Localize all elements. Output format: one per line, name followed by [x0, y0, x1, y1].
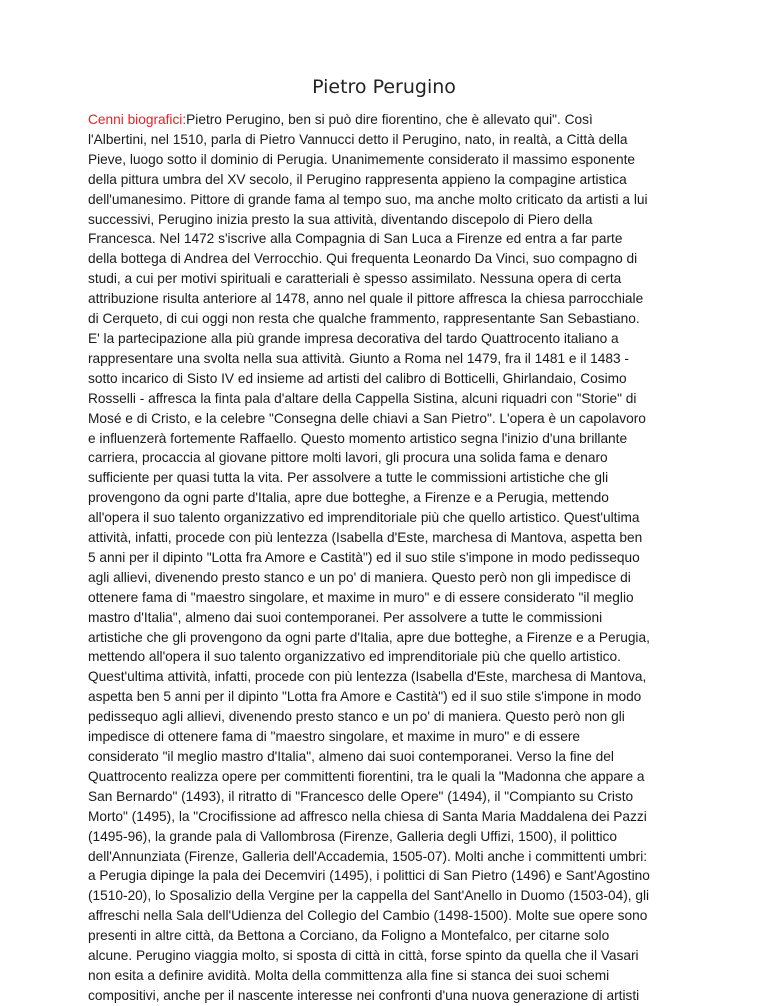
text-line: e influenzerà fortemente Raffaello. Questo momento artistico segna l'inizio d'una brillante — [88, 430, 628, 446]
text-line — [88, 110, 680, 130]
text-line: rappresentare una svolta nella sua attività. Giunto a Roma nel 1479, fra il 1481 e il 1483 - — [88, 350, 629, 366]
section-label: Cenni biografici: — [88, 112, 187, 127]
text-line: provengono da ogni parte d'Italia, apre due botteghe, a Firenze e a Perugia, mettendo — [88, 490, 609, 506]
text-line: affreschi nella Sala dell'Udienza del Collegio del Cambio (1498-1500). Molte sue opere sono — [88, 908, 648, 924]
text-line: mettendo all'opera il suo talento organizzativo ed imprenditoriale più che quello artistico. — [88, 649, 621, 665]
text-line: agli allievi, divenendo presto stanco e un po' di maniera. Questo però non gli impedisce di — [88, 569, 631, 585]
text-line: 5 anni per il dipinto "Lotta fra Amore e Castità") ed il suo stile s'impone in modo pedissequo — [88, 549, 640, 565]
text-line: ottenere fama di "maestro singolare, et maxime in muro" e di essere considerato "il meglio — [88, 589, 634, 605]
text-line: compositivi, anche per il nascente interesse nei confronti d'una nuova generazione di artisti — [88, 987, 640, 1003]
text-line: attività, infatti, procede con più lentezza (Isabella d'Este, marchesa di Mantova, aspetta ben — [88, 530, 643, 546]
text-line: artistiche che gli provengono da ogni parte d'Italia, apre due botteghe, a Firenze e a Perugia, — [88, 629, 650, 645]
text-line: all'opera il suo talento organizzativo ed imprenditoriale più che quello artistico. Quest'ultima — [88, 510, 640, 526]
text-line: sufficiente per quasi tutta la vita. Per assolvere a tutte le commissioni artistiche che gli — [88, 470, 609, 486]
text-line: Pieve, luogo sotto il dominio di Perugia. Unanimemente considerato il massimo esponente — [88, 151, 636, 167]
text-line: carriera, procaccia al giovane pittore molti lavori, gli procura una solida fama e denaro — [88, 450, 608, 466]
text-line: San Bernardo" (1493), il ritratto di "Francesco delle Opere" (1494), il "Compianto su Cristo — [88, 788, 634, 804]
text-line: alcune. Perugino viaggia molto, si sposta di città in città, forse spinto da quella che il Vasari — [88, 948, 639, 964]
text-line: sotto incarico di Sisto IV ed insieme ad artisti del calibro di Botticelli, Ghirlandaio, Cosimo — [88, 370, 627, 386]
text-line: (1510-20), lo Sposalizio della Vergine per la cappella del Sant'Anello in Duomo (1503-04), gli — [88, 888, 650, 904]
text-line: Quest'ultima attività, infatti, procede con più lentezza (Isabella d'Este, marchesa di Mantova, — [88, 669, 647, 685]
text-line: Mosé e di Cristo, e la celebre "Consegna delle chiavi a San Pietro". L'opera è un capolavoro — [88, 410, 646, 426]
text-line: a Perugia dipinge la pala dei Decemviri (1495), i polittici di San Pietro (1496) e Sant'Agostino — [88, 868, 650, 884]
text-line: aspetta ben 5 anni per il dipinto "Lotta fra Amore e Castità") ed il suo stile s'impone in modo — [88, 689, 642, 705]
text-line: mastro d'Italia", almeno dai suoi contemporanei. Per assolvere a tutte le commissioni — [88, 609, 603, 625]
text-line: dell'umanesimo. Pittore di grande fama al tempo suo, ma anche molto criticato da artisti a lui — [88, 191, 648, 207]
text-line: E' la partecipazione alla più grande impresa decorativa del tardo Quattrocento italiano a — [88, 330, 619, 346]
text-line: successivi, Perugino inizia presto la sua attività, diventando discepolo di Piero della — [88, 211, 593, 227]
text-line: dell'Annunziata (Firenze, Galleria dell'Accademia, 1505-07). Molti anche i committenti umbri: — [88, 848, 648, 864]
text-line: Quattrocento realizza opere per committenti fiorentini, tra le quali la "Madonna che appare a — [88, 768, 645, 784]
text-line: presenti in altre città, da Bettona a Corciano, da Foligno a Montefalco, per citarne solo — [88, 928, 610, 944]
text-line-content: Pietro Perugino, ben si può dire fiorentino, che è allevato qui". Così — [186, 112, 593, 127]
text-line: studi, a cui per motivi spirituali e caratteriali è spesso assimilato. Nessuna opera di certa — [88, 271, 622, 287]
text-line: l'Albertini, nel 1510, parla di Pietro Vannucci detto il Perugino, nato, in realtà, a Città della — [88, 131, 628, 147]
text-line: (1495-96), la grande pala di Vallombrosa (Firenze, Galleria degli Uffizi, 1500), il polittico — [88, 828, 618, 844]
text-line: considerato "il meglio mastro d'Italia", almeno dai suoi contemporanei. Verso la fine del — [88, 749, 614, 764]
text-line: attribuzione risulta anteriore al 1478, anno nel quale il pittore affresca la chiesa parrocchiale — [88, 291, 644, 307]
page-title: Pietro Perugino — [312, 76, 456, 98]
text-line: Rosselli - affresca la finta pala d'altare della Cappella Sistina, alcuni riquadri con "Storie" di — [88, 390, 637, 406]
text-line: Francesca. Nel 1472 s'iscrive alla Compagnia di San Luca a Firenze ed entra a far parte — [88, 231, 623, 247]
biography-text — [88, 110, 680, 1006]
text-line: pedissequo agli allievi, divenendo presto stanco e un po' di maniera. Questo però non gli — [88, 709, 625, 725]
text-line: della bottega di Andrea del Verrocchio. Qui frequenta Leonardo Da Vinci, suo compagno di — [88, 251, 638, 267]
text-line: non esita a definire avidità. Molta della committenza alla fine si stanca dei suoi schemi — [88, 967, 610, 983]
text-line: impedisce di ottenere fama di "maestro singolare, et maxime in muro" e di essere — [88, 729, 581, 745]
text-line: della pittura umbra del XV secolo, il Perugino rappresenta appieno la compagine artistica — [88, 171, 627, 187]
text-line: di Cerqueto, di cui oggi non resta che qualche frammento, rappresentante San Sebastiano. — [88, 311, 640, 327]
text-line: Morto" (1495), la "Crocifissione ad affresco nella chiesa di Santa Maria Maddalena dei Pazzi — [88, 808, 647, 824]
